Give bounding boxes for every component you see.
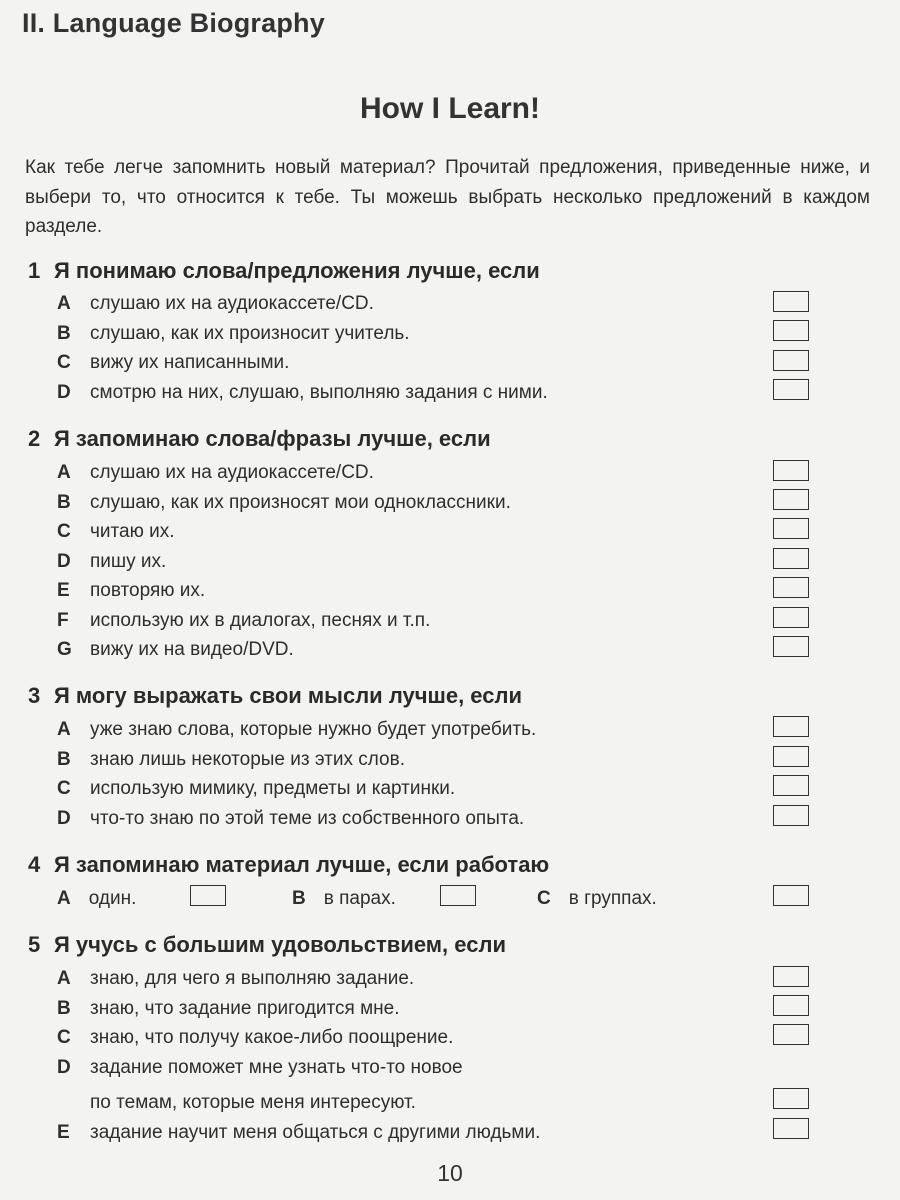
q5-option-c bbox=[57, 1027, 453, 1049]
option-text: слушаю, как их произносят мои одноклассники. bbox=[90, 492, 511, 513]
option-text: слушаю их на аудиокассете/CD. bbox=[90, 293, 374, 314]
option-letter: C bbox=[537, 888, 551, 909]
option-text: задание научит меня общаться с другими людьми. bbox=[90, 1122, 541, 1143]
q5-option-d-continuation: по темам, которые меня интересуют. bbox=[90, 1092, 416, 1113]
option-letter: D bbox=[57, 1057, 71, 1078]
q2-c-checkbox[interactable] bbox=[773, 518, 809, 539]
q3-option-b bbox=[57, 749, 405, 771]
option-letter: A bbox=[57, 719, 71, 740]
question-number: 5 bbox=[28, 932, 41, 957]
q2-option-a bbox=[57, 462, 374, 484]
q3-c-checkbox[interactable] bbox=[773, 775, 809, 796]
question-number: 2 bbox=[28, 426, 41, 451]
question-text: Я понимаю слова/предложения лучше, если bbox=[54, 258, 540, 283]
option-letter: B bbox=[57, 492, 71, 513]
question-number: 1 bbox=[28, 258, 41, 283]
option-letter: F bbox=[57, 610, 69, 631]
q2-option-f bbox=[57, 610, 430, 632]
option-text: повторяю их. bbox=[90, 580, 206, 601]
q1-d-checkbox[interactable] bbox=[773, 379, 809, 400]
option-letter: C bbox=[57, 778, 71, 799]
option-text: смотрю на них, слушаю, выполняю задания с ними. bbox=[90, 382, 548, 403]
q2-f-checkbox[interactable] bbox=[773, 607, 809, 628]
option-letter: B bbox=[57, 323, 71, 344]
question-text: Я могу выражать свои мысли лучше, если bbox=[54, 683, 522, 708]
option-letter: D bbox=[57, 808, 71, 829]
option-letter: B bbox=[57, 998, 71, 1019]
q3-option-c bbox=[57, 778, 455, 800]
q5-e-checkbox[interactable] bbox=[773, 1118, 809, 1139]
q2-option-c bbox=[57, 521, 175, 543]
option-text: слушаю, как их произносит учитель. bbox=[90, 323, 410, 344]
option-text: в группах. bbox=[568, 888, 657, 909]
option-text: знаю, что задание пригодится мне. bbox=[90, 998, 400, 1019]
option-text: знаю, что получу какое-либо поощрение. bbox=[90, 1027, 454, 1048]
q4-b-checkbox[interactable] bbox=[440, 885, 476, 906]
q3-option-d bbox=[57, 808, 524, 830]
question-number: 4 bbox=[28, 852, 41, 877]
question-text: Я учусь с большим удовольствием, если bbox=[54, 932, 506, 957]
q1-option-c bbox=[57, 352, 289, 374]
q2-a-checkbox[interactable] bbox=[773, 460, 809, 481]
q3-option-a bbox=[57, 719, 536, 741]
option-text: вижу их написанными. bbox=[90, 352, 290, 373]
q1-c-checkbox[interactable] bbox=[773, 350, 809, 371]
q4-a-checkbox[interactable] bbox=[190, 885, 226, 906]
q4-c-checkbox[interactable] bbox=[773, 885, 809, 906]
q1-option-d bbox=[57, 382, 548, 404]
q1-a-checkbox[interactable] bbox=[773, 291, 809, 312]
q1-b-checkbox[interactable] bbox=[773, 320, 809, 341]
q2-d-checkbox[interactable] bbox=[773, 548, 809, 569]
option-letter: C bbox=[57, 352, 71, 373]
option-text: один. bbox=[88, 888, 137, 909]
instructions-paragraph: Как тебе легче запомнить новый материал? Прочитай предложения, приведенные ниже, и выбери то, что относится к тебе. Ты можешь выбрать несколько предложений в каждом разделе. bbox=[25, 157, 870, 237]
question-text: Я запоминаю слова/фразы лучше, если bbox=[54, 426, 491, 451]
option-letter: E bbox=[57, 580, 70, 601]
option-letter: A bbox=[57, 462, 71, 483]
option-letter: D bbox=[57, 382, 71, 403]
q3-b-checkbox[interactable] bbox=[773, 746, 809, 767]
option-letter: D bbox=[57, 551, 71, 572]
question-3-heading bbox=[28, 683, 522, 709]
q2-option-e bbox=[57, 580, 205, 602]
question-text: Я запоминаю материал лучше, если работаю bbox=[54, 852, 550, 877]
page-title: How I Learn! bbox=[359, 92, 540, 125]
option-letter: A bbox=[57, 968, 71, 989]
option-letter: C bbox=[57, 521, 71, 542]
q1-option-b bbox=[57, 323, 410, 345]
q4-option-c bbox=[537, 888, 657, 910]
q2-g-checkbox[interactable] bbox=[773, 636, 809, 657]
option-letter: A bbox=[57, 888, 71, 909]
option-text: в парах. bbox=[323, 888, 396, 909]
q2-b-checkbox[interactable] bbox=[773, 489, 809, 510]
option-letter: B bbox=[292, 888, 306, 909]
q1-option-a bbox=[57, 293, 374, 315]
option-text: знаю, для чего я выполняю задание. bbox=[90, 968, 415, 989]
q4-option-b bbox=[292, 888, 396, 910]
option-text: знаю лишь некоторые из этих слов. bbox=[90, 749, 405, 770]
q5-option-b bbox=[57, 998, 399, 1020]
option-text: что-то знаю по этой теме из собственного опыта. bbox=[90, 808, 525, 829]
option-letter: G bbox=[57, 639, 72, 660]
question-1-heading bbox=[28, 258, 540, 284]
option-text: уже знаю слова, которые нужно будет употребить. bbox=[90, 719, 537, 740]
q5-option-e bbox=[57, 1122, 540, 1144]
option-letter: B bbox=[57, 749, 71, 770]
q2-e-checkbox[interactable] bbox=[773, 577, 809, 598]
question-2-heading bbox=[28, 426, 491, 452]
option-letter: A bbox=[57, 293, 71, 314]
question-5-heading bbox=[28, 932, 506, 958]
q2-option-d bbox=[57, 551, 166, 573]
q2-option-g bbox=[57, 639, 294, 661]
option-letter: E bbox=[57, 1122, 70, 1143]
q5-a-checkbox[interactable] bbox=[773, 966, 809, 987]
section-title: II. Language Biography bbox=[22, 8, 325, 38]
question-number: 3 bbox=[28, 683, 41, 708]
option-text: использую мимику, предметы и картинки. bbox=[90, 778, 456, 799]
q2-option-b bbox=[57, 492, 511, 514]
q5-option-a bbox=[57, 968, 414, 990]
q5-c-checkbox[interactable] bbox=[773, 1024, 809, 1045]
q5-b-checkbox[interactable] bbox=[773, 995, 809, 1016]
q3-a-checkbox[interactable] bbox=[773, 716, 809, 737]
option-text: слушаю их на аудиокассете/CD. bbox=[90, 462, 374, 483]
q3-d-checkbox[interactable] bbox=[773, 805, 809, 826]
option-letter: C bbox=[57, 1027, 71, 1048]
q5-d-checkbox[interactable] bbox=[773, 1088, 809, 1109]
page-number: 10 bbox=[437, 1160, 463, 1186]
option-text: вижу их на видео/DVD. bbox=[90, 639, 294, 660]
option-text: читаю их. bbox=[90, 521, 175, 542]
option-text: использую их в диалогах, песнях и т.п. bbox=[90, 610, 431, 631]
option-text: пишу их. bbox=[90, 551, 167, 572]
q5-option-d bbox=[57, 1057, 463, 1079]
q4-option-a bbox=[57, 888, 136, 910]
option-text: задание поможет мне узнать что-то новое bbox=[90, 1057, 463, 1078]
question-4-heading bbox=[28, 852, 549, 878]
